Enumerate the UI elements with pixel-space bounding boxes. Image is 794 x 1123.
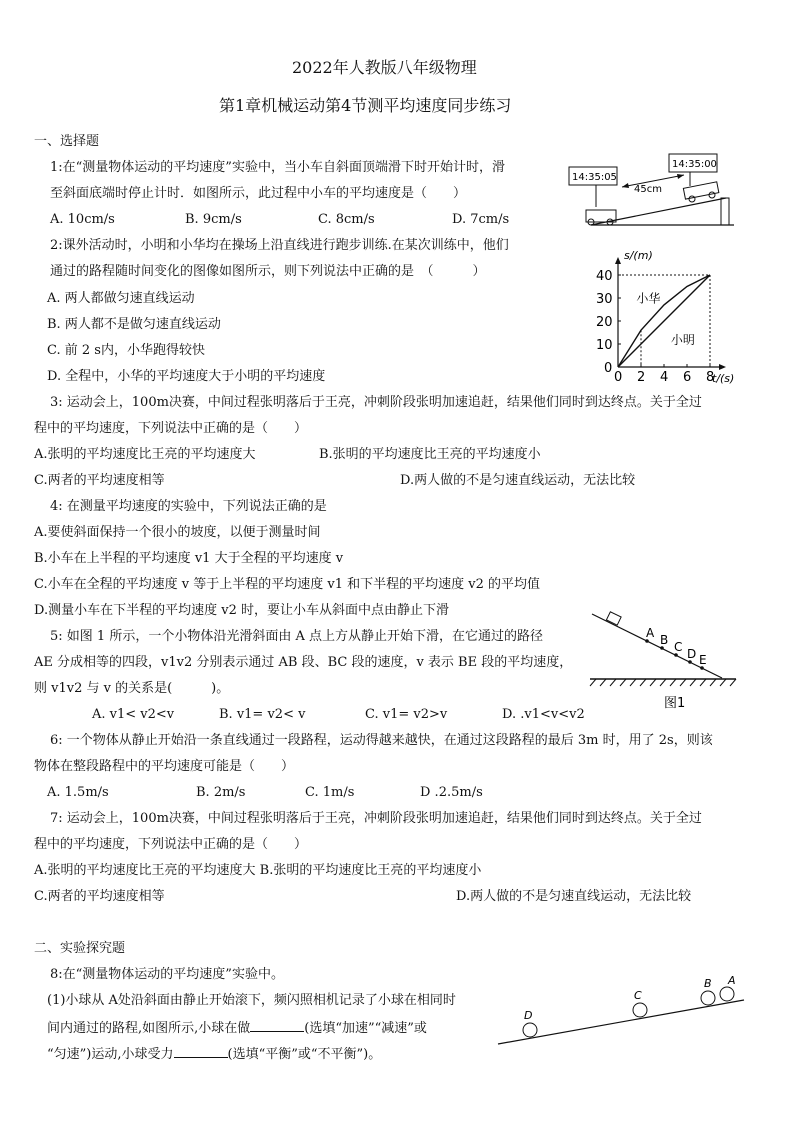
q4-option-d: D.测量小车在下半程的平均速度 v2 时，要让小车从斜面中点由静止下滑 xyxy=(34,603,449,618)
q3-option-d: D.两人做的不是匀速直线运动，无法比较 xyxy=(400,473,636,488)
chart-y-tick-label: 20 xyxy=(596,315,613,330)
q8-stem-line2: (1)小球从 A处沿斜面由静止开始滚下，频闪照相机记录了小球在相同时 xyxy=(47,993,456,1008)
q8-line3-text-b: (选填“加速”“减速”或 xyxy=(304,1021,427,1036)
chart-y-tick-label: 10 xyxy=(596,338,613,353)
q1-distance-label: 45cm xyxy=(634,184,662,195)
q5-option-d: D. .v1<v<v2 xyxy=(502,707,585,722)
q6-option-a: A. 1.5m/s xyxy=(47,785,109,800)
chart-y-axis-label: s/(m) xyxy=(624,249,653,262)
q1-time-end-label: 14:35:05 xyxy=(572,172,617,183)
q7-option-ab: A.张明的平均速度比王亮的平均速度大 B.张明的平均速度比王亮的平均速度小 xyxy=(34,863,482,878)
q7-stem-line1: 7: 运动会上，100m决赛，中间过程张明落后于王亮，冲刺阶段张明加速追赶，结果他们同时到达终点。关于全过 xyxy=(50,811,702,826)
q5-incline-figure xyxy=(586,606,742,714)
chart-series-label: 小华 xyxy=(636,291,661,306)
q2-option-b: B. 两人都不是做匀速直线运动 xyxy=(47,317,221,332)
q6-stem-line1: 6: 一个物体从静止开始沿一条直线通过一段路程，运动得越来越快，在通过这段路程的最后 3m 时，用了 2s，则该 xyxy=(50,733,713,748)
q6-stem-line2: 物体在整段路程中的平均速度可能是（ ） xyxy=(34,759,295,774)
q5-option-b: B. v1= v2< v xyxy=(219,707,306,722)
q5-point-c: C xyxy=(674,640,683,654)
section-choice-heading: 一、选择题 xyxy=(34,134,100,149)
q8-force-blank[interactable] xyxy=(174,1046,228,1058)
q5-point-b: B xyxy=(660,633,669,647)
chart-x-axis-label: t/(s) xyxy=(712,372,735,385)
q4-option-c: C.小车在全程的平均速度 v 等于上半程的平均速度 v1 和下半程的平均速度 v2 的平均值 xyxy=(34,577,540,592)
q8-motion-blank[interactable] xyxy=(250,1020,304,1032)
q4-option-a: A.要使斜面保持一个很小的坡度，以便于测量时间 xyxy=(34,525,321,540)
chart-x-tick-label: 4 xyxy=(660,370,669,385)
q1-time-start-label: 14:35:00 xyxy=(672,159,717,170)
chart-y-tick-label: 40 xyxy=(596,269,613,284)
q8-line4-text-a: “匀速”)运动,小球受力 xyxy=(47,1047,174,1062)
chart-x-arrow xyxy=(719,364,726,370)
q1-stem-line2: 至斜面底端时停止计时．如图所示，此过程中小车的平均速度是（ ） xyxy=(50,186,467,201)
q1-option-d: D. 7cm/s xyxy=(452,212,510,227)
q3-stem-line2: 程中的平均速度，下列说法中正确的是（ ） xyxy=(34,421,308,436)
q5-option-a: A. v1< v2<v xyxy=(92,707,175,722)
q8-line4-text-b: (选填“平衡”或“不平衡”)。 xyxy=(227,1047,382,1062)
chart-series-line xyxy=(618,275,710,367)
chart-x-tick-label: 0 xyxy=(614,370,623,385)
q1-option-c: C. 8cm/s xyxy=(318,212,375,227)
q5-point-d: D xyxy=(687,647,697,661)
q6-option-d: D .2.5m/s xyxy=(420,785,483,800)
q7-option-d: D.两人做的不是匀速直线运动，无法比较 xyxy=(456,889,692,904)
q1-stem-line1: 1:在“测量物体运动的平均速度”实验中，当小车自斜面顶端滑下时开始计时，滑 xyxy=(50,160,505,175)
q1-option-b: B. 9cm/s xyxy=(185,212,242,227)
q8-stem-line4 xyxy=(47,1046,381,1061)
q6-option-c: C. 1m/s xyxy=(305,785,355,800)
section-experiment-heading: 二、实验探究题 xyxy=(34,941,126,956)
q5-stem-line3: 则 v1v2 与 v 的关系是( )。 xyxy=(34,681,230,696)
q5-figure-caption: 图1 xyxy=(664,696,686,711)
document-title: 2022年人教版八年级物理 xyxy=(292,58,477,77)
q5-stem-line1: 5: 如图 1 所示，一个小物体沿光滑斜面由 A 点上方从静止开始下滑，在它通过的路径 xyxy=(50,629,543,644)
q2-distance-time-chart xyxy=(588,249,735,385)
q1-option-a: A. 10cm/s xyxy=(50,212,115,227)
q5-point-a: A xyxy=(646,626,655,640)
q7-stem-line2: 程中的平均速度，下列说法中正确的是（ ） xyxy=(34,837,308,852)
q8-ball-a-label: A xyxy=(728,974,736,987)
q4-option-b: B.小车在上半程的平均速度 v1 大于全程的平均速度 v xyxy=(34,551,344,566)
chart-y-tick-label: 0 xyxy=(604,361,613,376)
q8-ball-b-label: B xyxy=(704,977,712,990)
q4-stem-line1: 4: 在测量平均速度的实验中，下列说法正确的是 xyxy=(50,499,327,514)
chart-x-tick-label: 2 xyxy=(637,370,646,385)
q8-ball-d-label: D xyxy=(524,1009,533,1022)
chart-x-tick-label: 6 xyxy=(683,370,692,385)
q5-point-e: E xyxy=(699,653,707,667)
chart-x-tick-label: 8 xyxy=(706,370,715,385)
q2-option-d: D. 全程中，小华的平均速度大于小明的平均速度 xyxy=(47,369,326,384)
chart-series-label: 小明 xyxy=(670,333,695,347)
q3-stem-line1: 3: 运动会上，100m决赛，中间过程张明落后于王亮，冲刺阶段张明加速追赶，结果他们同时到达终点。关于全过 xyxy=(50,395,702,410)
q3-option-c: C.两者的平均速度相等 xyxy=(34,473,165,488)
q6-option-b: B. 2m/s xyxy=(196,785,246,800)
chart-y-arrow xyxy=(615,257,621,264)
q2-stem-line1: 2:课外活动时，小明和小华均在操场上沿直线进行跑步训练.在某次训练中，他们 xyxy=(50,238,509,253)
chart-y-tick-label: 30 xyxy=(596,292,613,307)
q5-option-c: C. v1= v2>v xyxy=(365,707,448,722)
q2-option-a: A. 两人都做匀速直线运动 xyxy=(47,291,195,306)
q2-stem-line2: 通过的路程随时间变化的图像如图所示，则下列说法中正确的是 （ ） xyxy=(50,264,486,279)
q8-stem-line3 xyxy=(47,1020,427,1035)
q7-option-c: C.两者的平均速度相等 xyxy=(34,889,165,904)
q3-option-b: B.张明的平均速度比王亮的平均速度小 xyxy=(319,447,541,462)
q3-option-a: A.张明的平均速度比王亮的平均速度大 xyxy=(34,447,256,462)
q2-option-c: C. 前 2 s内，小华跑得较快 xyxy=(47,343,205,358)
q8-stem-line1: 8:在“测量物体运动的平均速度”实验中。 xyxy=(50,967,284,982)
document-subtitle: 第1章机械运动第4节测平均速度同步练习 xyxy=(219,96,512,115)
q8-line3-text-a: 间内通过的路程,如图所示,小球在做 xyxy=(47,1021,251,1036)
q5-stem-line2: AE 分成相等的四段，v1v2 分别表示通过 AB 段、BC 段的速度，v 表示 BE 段的平均速度， xyxy=(34,655,573,670)
q8-rolling-ball-figure xyxy=(494,972,746,1047)
q1-incline-figure xyxy=(566,152,736,230)
q8-ball-c-label: C xyxy=(634,989,642,1002)
